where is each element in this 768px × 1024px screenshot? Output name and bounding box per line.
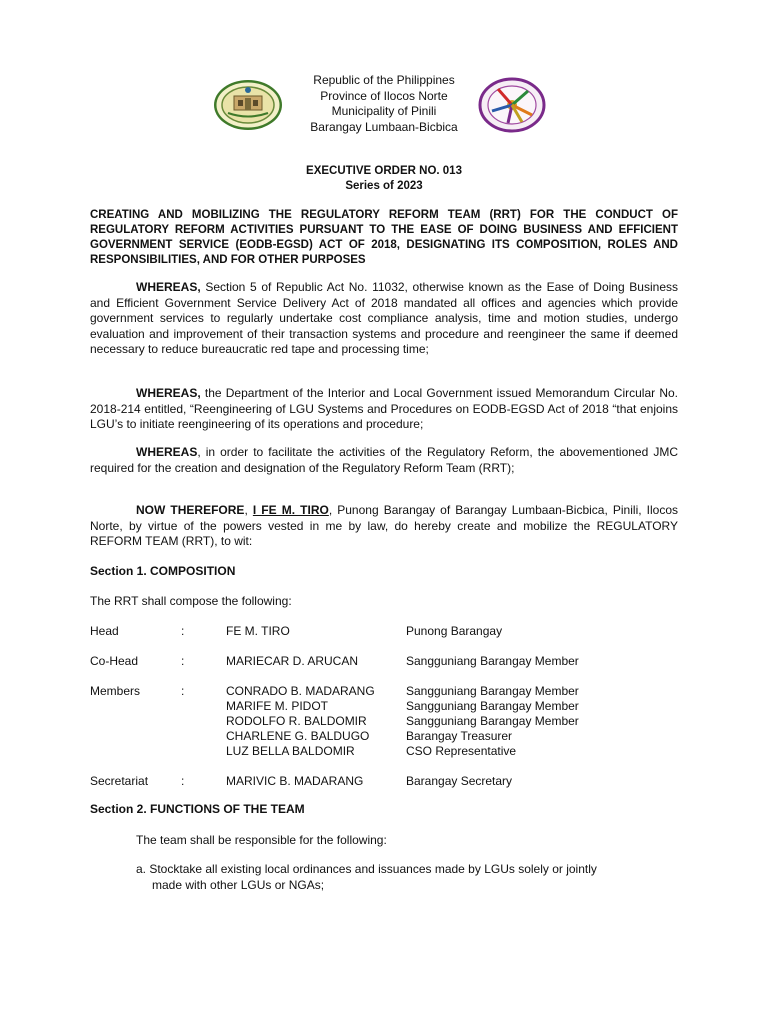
composition-row bbox=[90, 699, 690, 714]
composition-role: Head bbox=[90, 624, 119, 638]
composition-row bbox=[90, 624, 690, 639]
composition-colon: : bbox=[181, 684, 185, 698]
signatory-name: I FE M. TIRO bbox=[252, 503, 329, 517]
composition-role: Members bbox=[90, 684, 141, 698]
composition-position: CSO Representative bbox=[406, 744, 517, 758]
composition-name: CHARLENE G. BALDUGO bbox=[226, 729, 370, 743]
composition-name: MARIFE M. PIDOT bbox=[226, 699, 328, 713]
section-1-intro: The RRT shall compose the following: bbox=[90, 594, 292, 608]
composition-row bbox=[90, 714, 690, 729]
composition-row bbox=[90, 774, 690, 789]
clause-text: Section 5 of Republic Act No. 11032, otherwise known as the Ease of Doing Business and Efficient Government Service Delivery Act of 2018 mandated all offices and agencies which provide government services to regularly undertake cost compliance analysis, time and motion studies, undergo evaluation and improvement of their transaction systems and procedure and reengineer the same if deemed necessary to reduce bureaucratic red tape and processing time; bbox=[90, 280, 678, 356]
clause-text: , in order to facilitate the activities of the Regulatory Reform, the abovementioned JMC required for the creation and designation of the Regulatory Reform Team (RRT); bbox=[90, 445, 678, 475]
letterhead-line: Municipality of Pinili bbox=[331, 104, 437, 118]
composition-row bbox=[90, 654, 690, 669]
clause-lead: WHEREAS, bbox=[136, 386, 201, 400]
composition-position: Sangguniang Barangay Member bbox=[406, 684, 579, 698]
function-item-a bbox=[136, 862, 676, 893]
section-2-intro: The team shall be responsible for the following: bbox=[136, 833, 387, 847]
now-therefore-clause bbox=[90, 503, 678, 550]
whereas-clause-2 bbox=[90, 386, 678, 433]
clause-text: the Department of the Interior and Local Government issued Memorandum Circular No. 2018-214 entitled, “Reengineering of LGU Systems and Procedures on EODB-EGSD Act of 2018 “that enjoins LGU’s to initiate reengineering of its operations and procedure; bbox=[90, 386, 678, 431]
executive-order-title bbox=[90, 164, 678, 193]
order-series: Series of 2023 bbox=[345, 179, 423, 192]
composition-row bbox=[90, 729, 690, 744]
composition-position: Barangay Secretary bbox=[406, 774, 513, 788]
composition-name: MARIECAR D. ARUCAN bbox=[226, 654, 359, 668]
letterhead-line: Republic of the Philippines bbox=[313, 73, 455, 87]
municipal-seal-right bbox=[478, 77, 546, 133]
section-1-title: Section 1. COMPOSITION bbox=[90, 564, 236, 578]
composition-colon: : bbox=[181, 624, 185, 638]
letterhead-line: Barangay Lumbaan-Bicbica bbox=[310, 119, 458, 134]
composition-position: Punong Barangay bbox=[406, 624, 503, 638]
function-item-a-line: a. Stocktake all existing local ordinances and issuances made by LGUs solely or jointly bbox=[136, 862, 597, 876]
letterhead bbox=[284, 73, 484, 135]
composition-role: Co-Head bbox=[90, 654, 139, 668]
barangay-seal-left bbox=[214, 80, 282, 130]
clause-text: , Punong Barangay of Barangay Lumbaan-Bicbica, Pinili, Ilocos Norte, by virtue of the powers vested in me by law, do hereby create and mobilize the REGULATORY REFORM TEAM (RRT), to wit: bbox=[90, 503, 679, 548]
composition-colon: : bbox=[181, 654, 185, 668]
letterhead-line: Province of Ilocos Norte bbox=[320, 88, 448, 103]
composition-name: CONRADO B. MADARANG bbox=[226, 684, 375, 698]
composition-name: RODOLFO R. BALDOMIR bbox=[226, 714, 367, 728]
whereas-clause-3 bbox=[90, 445, 678, 476]
section-2-title: Section 2. FUNCTIONS OF THE TEAM bbox=[90, 802, 305, 816]
composition-name: MARIVIC B. MADARANG bbox=[226, 774, 364, 788]
whereas-clause-1 bbox=[90, 280, 678, 358]
composition-position: Barangay Treasurer bbox=[406, 729, 513, 743]
clause-lead: WHEREAS, bbox=[136, 280, 201, 294]
function-item-a-line: made with other LGUs or NGAs; bbox=[152, 877, 325, 892]
clause-comma: , bbox=[244, 503, 253, 517]
order-caption: CREATING AND MOBILIZING THE REGULATORY REFORM TEAM (RRT) FOR THE CONDUCT OF REGULATORY REFORM ACTIVITIES PURSUANT TO THE EASE OF DOING BUSINESS AND EFFICIENT GOVERNMENT SERVICE (EODB-EGSD) ACT OF 2018, DESIGNATING ITS COMPOSITION, ROLES AND RESPONSIBILITIES, AND FOR OTHER PURPOSES bbox=[90, 209, 678, 266]
composition-position: Sangguniang Barangay Member bbox=[406, 654, 579, 668]
composition-row bbox=[90, 744, 690, 759]
composition-role: Secretariat bbox=[90, 774, 149, 788]
composition-name: LUZ BELLA BALDOMIR bbox=[226, 744, 355, 758]
clause-lead: WHEREAS bbox=[136, 445, 198, 459]
composition-position: Sangguniang Barangay Member bbox=[406, 699, 579, 713]
composition-row bbox=[90, 684, 690, 699]
order-number: EXECUTIVE ORDER NO. 013 bbox=[306, 165, 462, 177]
composition-colon: : bbox=[181, 774, 185, 788]
clause-lead: NOW THEREFORE bbox=[136, 503, 245, 517]
composition-name: FE M. TIRO bbox=[226, 624, 290, 638]
composition-position: Sangguniang Barangay Member bbox=[406, 714, 579, 728]
